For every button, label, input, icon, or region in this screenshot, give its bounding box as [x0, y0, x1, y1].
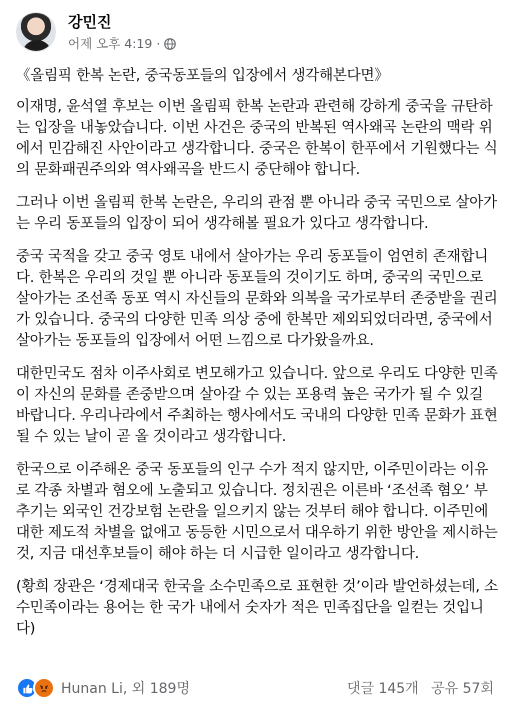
- comments-count[interactable]: 댓글 145개: [346, 681, 419, 697]
- post-paragraph: (황희 장관은 ‘경제대국 한국을 소수민족으로 표현한 것’이라 발언하셨는데, 소수민족이라는 용어는 한 국가 내에서 숫자가 적은 민족집단을 일컫는 것입니다): [16, 579, 498, 637]
- post-meta: [68, 36, 176, 52]
- reactions-label[interactable]: Hunan Li, 외 189명: [61, 681, 190, 697]
- engagement-counts: [339, 678, 494, 698]
- post-paragraph: 중국 국적을 갖고 중국 영토 내에서 살아가는 우리 동포들이 엄연히 존재합니다. 한복은 우리의 것일 뿐 아니라 동포들의 것이기도 하며, 중국의 국민으로 살아가는 조선족 동포 역시 자신들의 문화와 의복을 국가로부터 존중받을 권리가 있습니다. 중국의 다양한 민족 의상 중에 한복만 제외되었더라면, 중국에서 살아가는 동포들의 입장에서 어떤 느낌으로 다가왔을까요.: [16, 249, 498, 349]
- post-body: [16, 66, 498, 652]
- shares-count[interactable]: 공유 57회: [431, 681, 494, 697]
- post-paragraph: 그러나 이번 올림픽 한복 논란은, 우리의 관점 뿐 아니라 중국 국민으로 살아가는 우리 동포들의 입장이 되어 생각해볼 필요가 있다고 생각합니다.: [16, 195, 497, 232]
- post-title-paragraph: 《올림픽 한복 논란, 중국동포들의 입장에서 생각해본다면》: [16, 68, 389, 84]
- post-paragraph: 이재명, 윤석열 후보는 이번 올림픽 한복 논란과 관련해 강하게 중국을 규탄하는 입장을 내놓았습니다. 이번 사건은 중국의 반복된 역사왜곡 논란의 맥락 위에서 민감해진 사안이라고 생각합니다. 중국은 한복이 한푸에서 기원했다는 식의 문화패권주의와 역사왜곡을 반드시 중단해야 합니다.: [16, 99, 498, 178]
- globe-icon[interactable]: [164, 38, 176, 50]
- angry-reaction-icon: [33, 677, 55, 699]
- meta-separator: ·: [156, 36, 161, 51]
- reactions-summary[interactable]: [16, 677, 190, 699]
- post-timestamp[interactable]: 어제 오후 4:19: [68, 36, 153, 51]
- post-paragraph: 대한민국도 점차 이주사회로 변모해가고 있습니다. 앞으로 우리도 다양한 민족이 자신의 문화를 존중받으며 살아갈 수 있는 포용력 높은 국가가 될 수 있길 바랍니다. 우리나라에서 주최하는 행사에서도 국내의 다양한 민족 문화가 표현될 수 있는 날이 곧 올 것이라고 생각합니다.: [16, 366, 498, 445]
- author-name[interactable]: 강민진: [68, 13, 112, 31]
- avatar[interactable]: [16, 12, 56, 52]
- post-footer: [16, 675, 494, 701]
- post-paragraph: 한국으로 이주해온 중국 동포들의 인구 수가 적지 않지만, 이주민이라는 이유로 각종 차별과 혐오에 노출되고 있습니다. 정치권은 이른바 ‘조선족 혐오’ 부추기는 외국인 건강보험 논란을 일으키지 않는 것부터 해야 합니다. 이주민에 대한 제도적 차별을 없애고 동등한 시민으로서 대우하기 위한 방안을 제시하는 것, 지금 대선후보들이 해야 하는 더 시급한 일이라고 생각합니다.: [16, 462, 498, 562]
- post-header: [16, 12, 494, 54]
